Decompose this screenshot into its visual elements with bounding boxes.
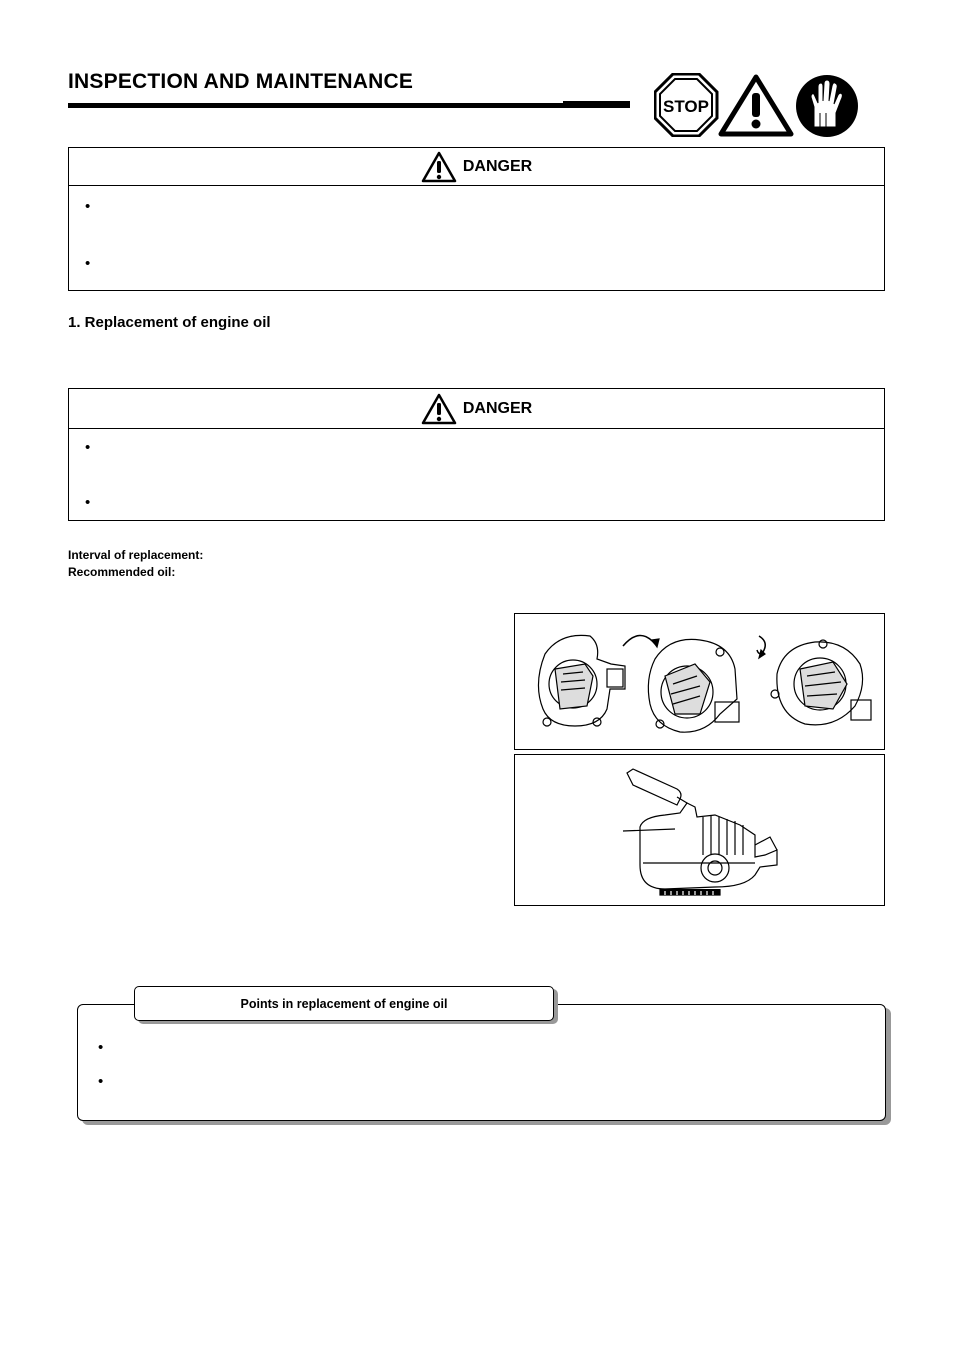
danger-header <box>69 389 884 429</box>
engine-side-illustration <box>640 803 777 895</box>
bullet: • <box>85 439 91 456</box>
title-underline <box>68 103 630 108</box>
bullet: • <box>85 198 91 215</box>
recommended-oil-label: Recommended oil: <box>68 565 176 579</box>
bullet: • <box>98 1039 104 1056</box>
bullet: • <box>98 1073 104 1090</box>
oil-filling-figure <box>514 754 885 906</box>
danger-label: DANGER <box>462 399 533 417</box>
warning-triangle-icon <box>721 77 791 134</box>
interval-label: Interval of replacement: <box>68 548 204 562</box>
gloves-icon <box>796 75 858 137</box>
engine-rotation-figure <box>514 613 885 750</box>
danger-label: DANGER <box>462 157 533 175</box>
points-title: Points in replacement of engine oil <box>134 986 554 1021</box>
engine-illustration-2 <box>648 639 739 732</box>
stop-sign-icon <box>655 74 717 136</box>
bullet: • <box>85 494 91 511</box>
danger-box-2 <box>68 388 885 521</box>
engine-illustration-1 <box>538 635 625 726</box>
safety-icons <box>654 73 860 137</box>
warning-icon <box>421 393 457 425</box>
points-box <box>77 1004 886 1121</box>
page-title: INSPECTION AND MAINTENANCE <box>68 70 414 93</box>
stop-label: STOP <box>663 97 709 116</box>
oil-bottle-illustration <box>627 769 687 819</box>
warning-icon <box>421 151 457 183</box>
danger-box-1 <box>68 147 885 291</box>
section-heading: 1. Replacement of engine oil <box>68 314 271 331</box>
engine-illustration-3 <box>771 640 871 725</box>
danger-header <box>69 148 884 186</box>
bullet: • <box>85 255 91 272</box>
